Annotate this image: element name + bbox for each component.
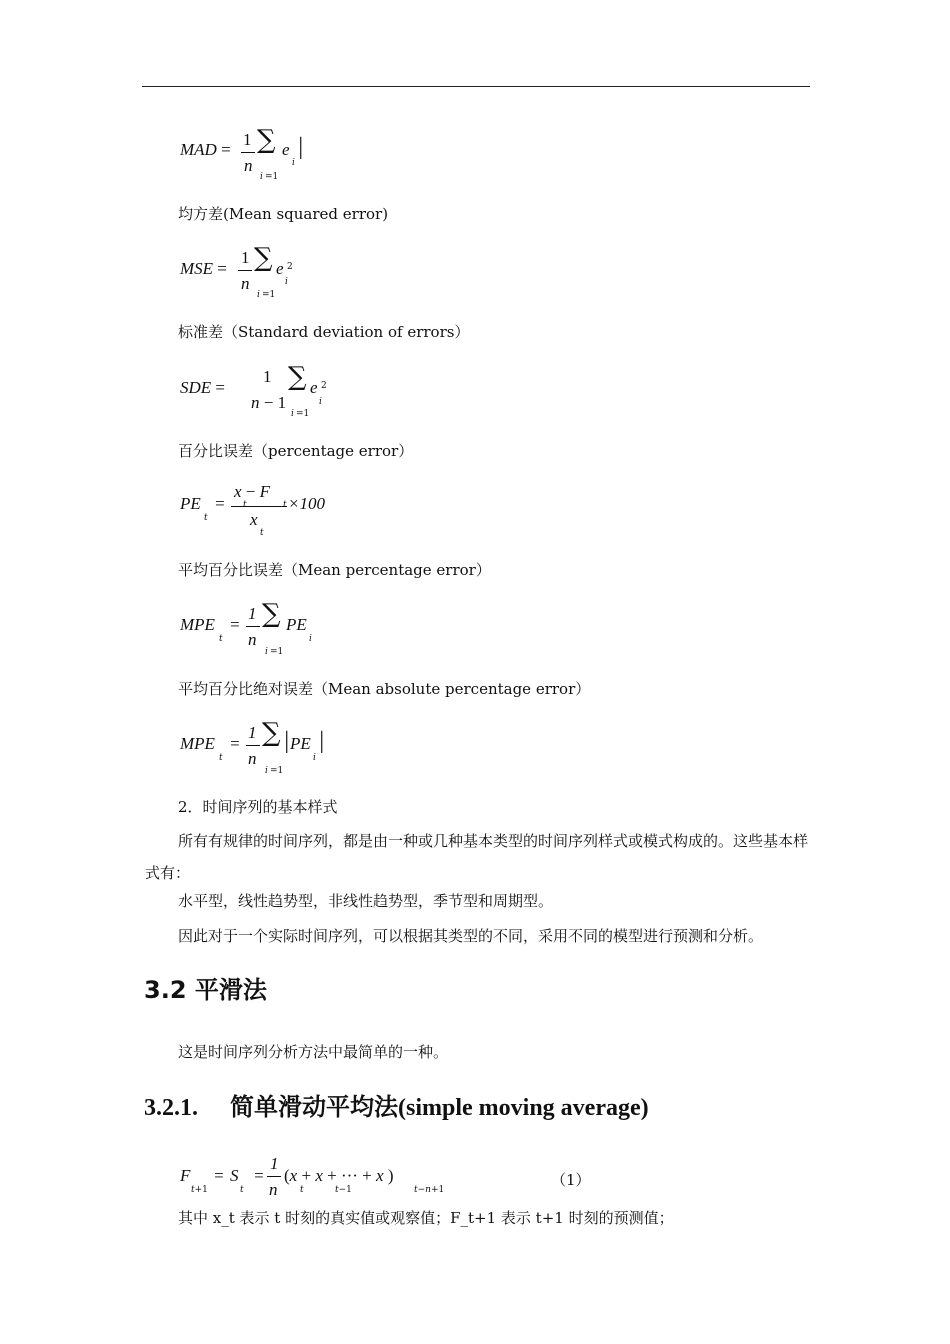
equation-number: （1） xyxy=(551,1171,591,1189)
sma-explanation: 其中 x_t 表示 t 时刻的真实值或观察值；F_t+1 表示 t+1 时刻的预测值； xyxy=(178,1209,674,1227)
heading-3-2-title: 平滑法 xyxy=(194,976,267,1004)
mape-label: 平均百分比绝对误差（Mean absolute percentage error） xyxy=(178,680,591,698)
header-rule xyxy=(142,86,810,87)
heading-3-2-1 xyxy=(144,1087,649,1122)
section2-title: 2．时间序列的基本样式 xyxy=(178,798,338,816)
pe-label: 百分比误差（percentage error） xyxy=(178,442,414,460)
section2-paragraph-2: 水平型，线性趋势型，非线性趋势型，季节型和周期型。 xyxy=(178,892,554,910)
heading-3-2-1-title: 简单滑动平均法(simple moving average) xyxy=(230,1095,649,1121)
heading-3-2-1-number: 3.2.1. xyxy=(144,1095,198,1121)
sde-label: 标准差（Standard deviation of errors） xyxy=(178,323,470,341)
heading-3-2 xyxy=(144,970,267,1005)
mpe-label: 平均百分比误差（Mean percentage error） xyxy=(178,561,491,579)
heading-3-2-number: 3.2 xyxy=(144,976,187,1004)
section2-paragraph-3: 因此对于一个实际时间序列，可以根据其类型的不同，采用不同的模型进行预测和分析。 xyxy=(178,927,764,945)
section32-intro: 这是时间序列分析方法中最简单的一种。 xyxy=(178,1043,449,1061)
mse-label: 均方差(Mean squared error) xyxy=(178,205,389,223)
section2-paragraph-1: 所有有规律的时间序列，都是由一种或几种基本类型的时间序列样式或模式构成的。这些基本样式有： xyxy=(145,832,809,882)
